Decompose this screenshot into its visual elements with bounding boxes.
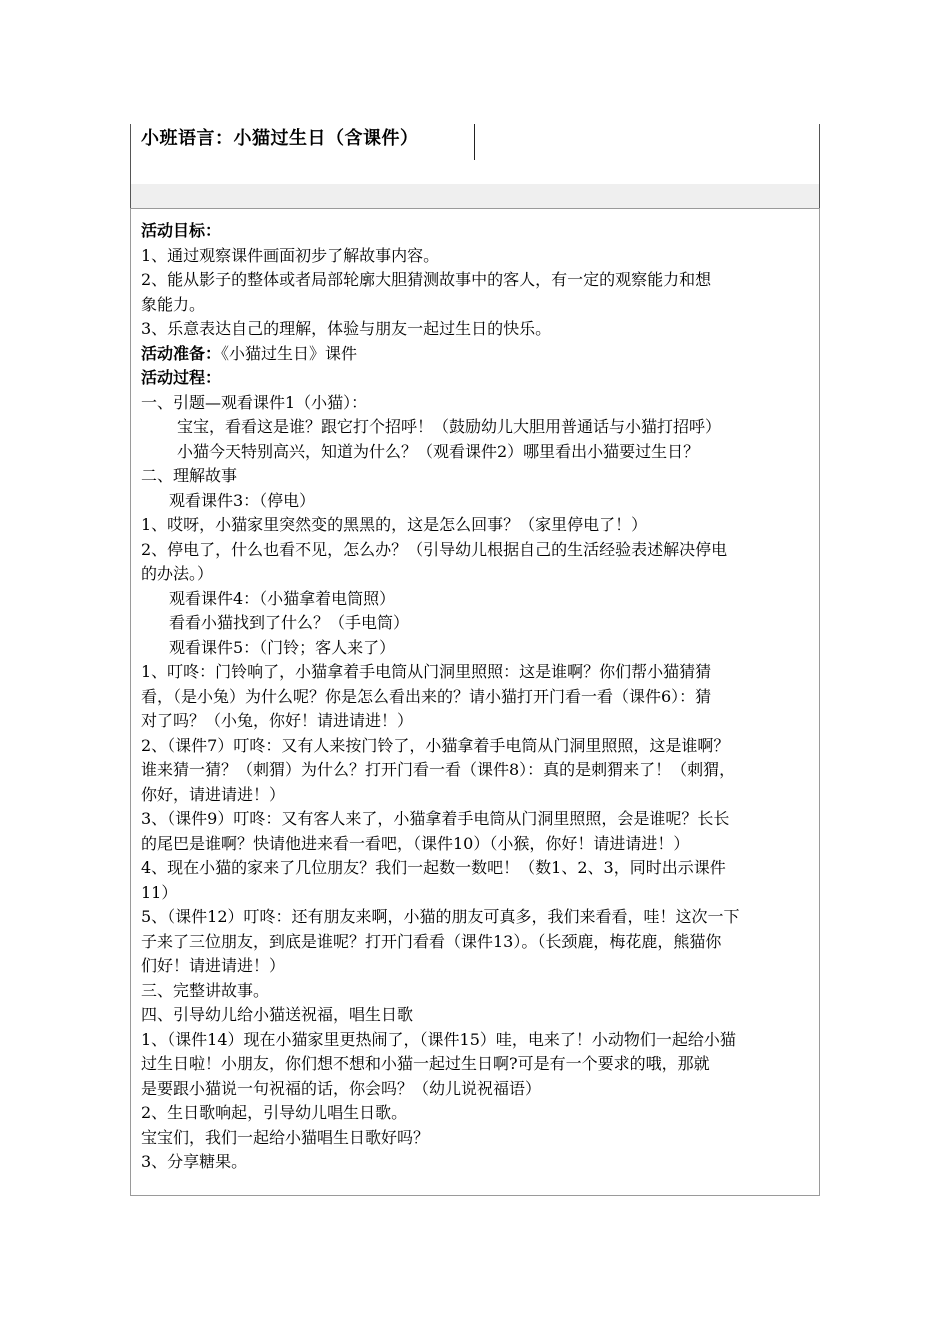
text-line xyxy=(141,342,811,367)
text-line: 象能力。 xyxy=(141,294,206,314)
text-line: 一、引题—观看课件1（小猫）： xyxy=(141,392,368,412)
text-line: 你好，请进请进！） xyxy=(141,784,286,804)
text-line: 活动目标： xyxy=(141,221,222,240)
text-line: 4、现在小猫的家来了几位朋友？我们一起数一数吧！（数1、2、3，同时出示课件 xyxy=(141,858,726,877)
text-line: 的尾巴是谁啊？快请他进来看一看吧，（课件10）（小猴，你好！请进请进！） xyxy=(141,833,690,853)
text-line: 11） xyxy=(141,882,178,902)
text-line: 宝宝，看看这是谁？跟它打个招呼！（鼓励幼儿大胆用普通话与小猫打招呼） xyxy=(177,417,722,436)
text-line: 2、能从影子的整体或者局部轮廓大胆猜测故事中的客人，有一定的观察能力和想 xyxy=(141,270,712,289)
text-line: 1、（课件14）现在小猫家里更热闹了，（课件15）哇，电来了！小动物们一起给小猫 xyxy=(141,1029,736,1049)
text-line: 四、引导幼儿给小猫送祝福，唱生日歌 xyxy=(141,1005,414,1024)
text-line: 的办法。） xyxy=(141,564,214,583)
text-line: 2、（课件7）叮咚：又有人来按门铃了，小猫拿着手电筒从门洞里照照，这是谁啊？ xyxy=(141,735,730,755)
text-line: 活动过程： xyxy=(141,368,222,387)
text-line: 3、（课件9）叮咚：又有客人来了，小猫拿着手电筒从门洞里照照，会是谁呢？长长 xyxy=(141,809,730,828)
text-line: 过生日啦！小朋友，你们想不想和小猫一起过生日啊?可是有一个要求的哦，那就 xyxy=(141,1054,710,1073)
text-line: 1、通过观察课件画面初步了解故事内容。 xyxy=(141,245,440,265)
title-shaded-band xyxy=(131,184,819,208)
text-line: 小猫今天特别高兴，知道为什么？（观看课件2）哪里看出小猫要过生日？ xyxy=(177,441,700,461)
text-line: 2、生日歌响起，引导幼儿唱生日歌。 xyxy=(141,1103,408,1122)
text-line: 子来了三位朋友，到底是谁呢？打开门看看（课件13）。（长颈鹿，梅花鹿，熊猫你 xyxy=(141,931,722,951)
text-line: 们好！请进请进！） xyxy=(141,956,286,975)
text-line: 1、哎呀，小猫家里突然变的黑黑的，这是怎么回事？（家里停电了！） xyxy=(141,515,648,534)
text-line: 3、乐意表达自己的理解，体验与朋友一起过生日的快乐。 xyxy=(141,319,552,338)
page-title: 小班语言：小猫过生日（含课件） xyxy=(141,128,419,149)
title-cell xyxy=(130,124,820,208)
lesson-content-cell xyxy=(130,208,820,1196)
text-line: 谁来猜一猜？（刺猬）为什么？打开门看一看（课件8）：真的是刺猬来了！（刺猬， xyxy=(141,760,736,779)
text-line: 5、（课件12）叮咚：还有朋友来啊，小猫的朋友可真多，我们来看看，哇！这次一下 xyxy=(141,907,740,926)
text-line: 2、停电了，什么也看不见，怎么办？（引导幼儿根据自己的生活经验表述解决停电 xyxy=(141,539,728,559)
text-line: 看看小猫找到了什么？（手电筒） xyxy=(169,613,410,632)
text-line: 观看课件5：（门铃；客人来了） xyxy=(169,637,396,657)
text-line: 宝宝们，我们一起给小猫唱生日歌好吗？ xyxy=(141,1127,430,1147)
text-line: 观看课件4：（小猫拿着电筒照） xyxy=(169,588,396,608)
section-text: 《小猫过生日》课件 xyxy=(221,343,358,363)
text-line: 看，（是小兔）为什么呢？你是怎么看出来的？请小猫打开门看一看（课件6）：猜 xyxy=(141,686,712,706)
text-line: 3、分享糖果。 xyxy=(141,1152,248,1171)
text-line: 是要跟小猫说一句祝福的话，你会吗？（幼儿说祝福语） xyxy=(141,1078,542,1098)
text-line: 1、叮咚：门铃响了，小猫拿着手电筒从门洞里照照：这是谁啊？你们帮小猫猜猜 xyxy=(141,662,712,681)
section-label: 活动准备： xyxy=(141,343,222,363)
text-line: 观看课件3：（停电） xyxy=(169,490,316,510)
text-line: 对了吗？（小兔，你好！请进请进！） xyxy=(141,711,414,730)
text-line: 二、理解故事 xyxy=(141,466,238,485)
text-line: 三、完整讲故事。 xyxy=(141,980,270,1000)
title-divider xyxy=(474,124,475,160)
